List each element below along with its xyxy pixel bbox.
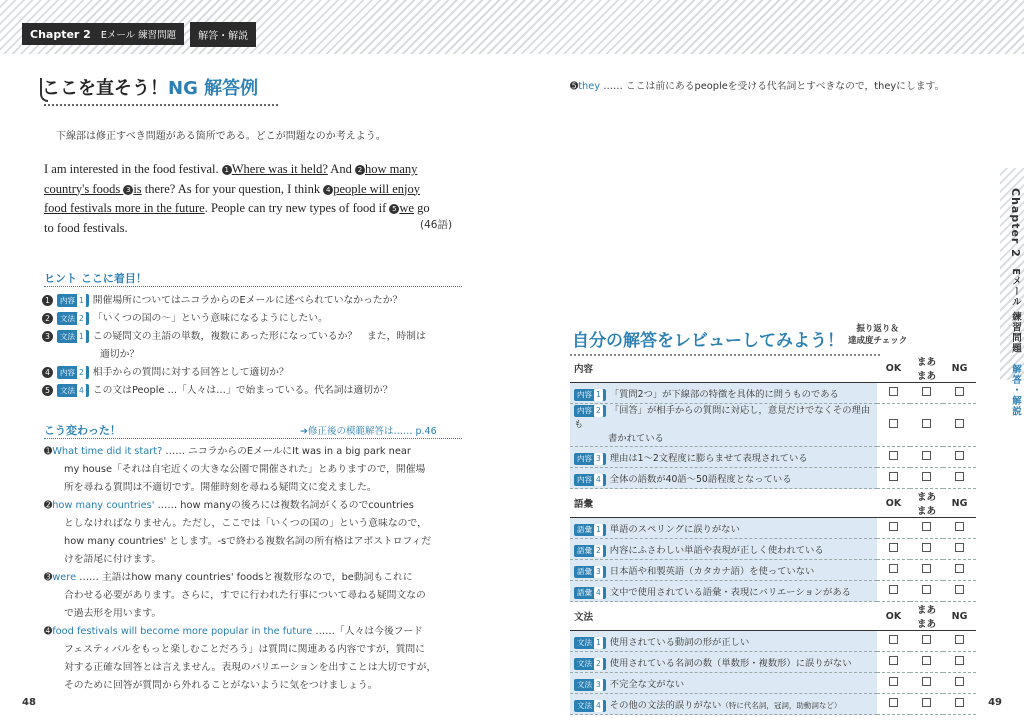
hint-title: ヒント ここに着目！ — [44, 272, 147, 285]
checkbox[interactable] — [889, 585, 898, 594]
hint-item — [42, 292, 462, 310]
badge-line-2: 達成度チェック — [848, 336, 908, 346]
checkbox[interactable] — [955, 522, 964, 531]
page-number-left: 48 — [22, 697, 36, 708]
item-tag: 内容 4 — [574, 474, 606, 486]
checkbox[interactable] — [922, 564, 931, 573]
marker-3: 3 — [123, 185, 133, 195]
section-title-ng — [42, 74, 258, 100]
checkbox[interactable] — [955, 635, 964, 644]
checkbox-cell — [910, 468, 943, 489]
change-line — [44, 605, 464, 623]
change-text: ……「人々は今後フード — [312, 626, 423, 637]
change-keyword: were — [52, 572, 77, 583]
checkbox-cell — [943, 383, 976, 404]
checkbox[interactable] — [922, 522, 931, 531]
passage-text: go — [413, 201, 430, 215]
hint-number: 2 — [42, 313, 53, 324]
review-row — [570, 468, 976, 489]
note-text: …… ここは前にあるpeopleを受ける代名詞とすべきなので，theyにします。 — [600, 81, 945, 92]
review-row — [570, 518, 976, 539]
hint-tag: 内容 1 — [57, 294, 89, 307]
change-line — [44, 479, 464, 497]
hint-number: 3 — [42, 331, 53, 342]
change-line — [44, 461, 464, 479]
review-item — [570, 652, 877, 673]
underline-2: how many — [364, 162, 418, 176]
side-text: Eメール 練習問題 — [1010, 268, 1021, 354]
column-header: まあまあ — [910, 489, 943, 518]
checkbox[interactable] — [955, 419, 964, 428]
checkbox[interactable] — [955, 472, 964, 481]
change-keyword: how many countries' — [52, 500, 155, 511]
item-tag: 語彙 2 — [574, 545, 606, 557]
item-note: （特に代名詞，冠詞，助動詞など） — [721, 700, 842, 710]
hint-item — [42, 310, 462, 328]
section-name: 文法 — [570, 602, 877, 631]
hint-tag-number: 4 — [79, 386, 84, 395]
item-tag: 内容 3 — [574, 453, 606, 465]
review-row — [570, 404, 976, 447]
item-text: 単語のスペリングに誤りがない — [609, 523, 740, 535]
checkbox-cell — [910, 652, 943, 673]
change-line — [44, 497, 464, 515]
hint-tag: 内容 2 — [57, 366, 89, 379]
review-item — [570, 468, 877, 489]
item-tag: 内容 2 — [574, 405, 606, 417]
change-line — [44, 443, 464, 461]
item-tag-number: 4 — [596, 474, 601, 484]
passage-text: And — [327, 162, 355, 176]
answer-tag: 解答・解説 — [190, 22, 256, 47]
chapter-label — [22, 23, 184, 45]
hint-text: 相手からの質問に対する回答として適切か？ — [92, 367, 289, 378]
review-row — [570, 383, 976, 404]
column-header: まあまあ — [910, 354, 943, 383]
review-item — [570, 539, 877, 560]
checkbox[interactable] — [922, 656, 931, 665]
change-line — [44, 533, 464, 551]
item-tag-number: 1 — [596, 524, 601, 534]
checkbox-cell — [877, 518, 910, 539]
review-item — [570, 383, 877, 404]
change-marker: ➊ — [44, 446, 53, 457]
checkbox-cell — [877, 404, 910, 447]
hint-number: 4 — [42, 367, 53, 378]
item-text: 全体の語数が40語～50語程度となっている — [609, 473, 792, 485]
checkbox[interactable] — [955, 543, 964, 552]
item-tag: 文法 1 — [574, 637, 606, 649]
change-line — [44, 659, 464, 677]
checkbox-cell — [877, 560, 910, 581]
checkbox-cell — [877, 447, 910, 468]
change-text: 所を尋ねる質問は不適切です。開催時刻を尋ねる疑問文に変えました。 — [64, 482, 377, 493]
item-text: その他の文法的誤りがない（特に代名詞，冠詞，助動詞など） — [609, 699, 842, 711]
passage-text: to food festivals. — [44, 220, 128, 235]
checkbox-cell — [877, 652, 910, 673]
review-row — [570, 694, 976, 715]
checkbox[interactable] — [922, 451, 931, 460]
passage-text: there? As for your question, I think — [141, 181, 324, 196]
hint-tag-number: 1 — [79, 332, 84, 341]
checkbox-cell — [877, 694, 910, 715]
change-marker: ➌ — [44, 572, 53, 583]
marker-1: 1 — [222, 165, 232, 175]
column-header: OK — [877, 489, 910, 518]
checkbox-cell — [877, 581, 910, 602]
hint-tag: 文法 2 — [57, 312, 89, 325]
change-keyword: food festivals will become more popular in the future — [52, 626, 313, 637]
item-tag-number: 1 — [596, 389, 601, 399]
change-title: こう変わった！ — [44, 424, 121, 437]
change-text: 対する正確な回答とは言えません。表現のバリエーションを出すことは大切ですが， — [64, 662, 437, 673]
column-header: OK — [877, 354, 910, 383]
checkbox[interactable] — [955, 564, 964, 573]
hint-tag: 文法 1 — [57, 330, 89, 343]
checkbox[interactable] — [955, 585, 964, 594]
item-tag: 語彙 3 — [574, 566, 606, 578]
checkbox[interactable] — [889, 656, 898, 665]
checkbox-cell — [910, 404, 943, 447]
marker-4: 4 — [323, 185, 333, 195]
review-row — [570, 539, 976, 560]
change-line — [44, 569, 464, 587]
underline-3: is — [133, 181, 142, 196]
hint-number: 1 — [42, 295, 53, 306]
underline-4: people will enjoy — [333, 181, 421, 196]
ng-passage — [44, 160, 454, 238]
checkbox-cell — [910, 694, 943, 715]
checkbox[interactable] — [889, 451, 898, 460]
checkbox-cell — [877, 673, 910, 694]
checkbox[interactable] — [889, 472, 898, 481]
note-keyword: they — [578, 81, 601, 92]
checkbox[interactable] — [889, 543, 898, 552]
item-text: 内容にふさわしい単語や表現が正しく使われている — [609, 544, 824, 556]
change-marker: ➍ — [44, 626, 53, 637]
checkbox[interactable] — [955, 656, 964, 665]
hint-tag: 文法 4 — [57, 384, 89, 397]
checkbox[interactable] — [922, 419, 931, 428]
checkbox[interactable] — [889, 522, 898, 531]
checkbox[interactable] — [889, 677, 898, 686]
checkbox[interactable] — [889, 387, 898, 396]
change-text: 合わせる必要があります。さらに，すでに行われた行事について尋ねる疑問文なの — [64, 590, 426, 601]
checkbox[interactable] — [922, 585, 931, 594]
hint-tag-number: 2 — [79, 314, 84, 323]
checkbox-cell — [943, 518, 976, 539]
checkbox-cell — [910, 631, 943, 652]
item-tag-number: 2 — [596, 545, 601, 555]
review-table — [570, 354, 976, 715]
item-text-cont: 書かれている — [608, 433, 664, 444]
passage-text: . People can try new types of food if — [204, 201, 390, 215]
change-text: …… 主語はhow many countries' foodsと複数形なので，be動詞もこれに — [76, 572, 413, 583]
checkbox-cell — [943, 581, 976, 602]
hint-item — [42, 346, 462, 364]
hint-text: 「いくつの国の～」という意味になるようにしたい。 — [92, 313, 328, 324]
item-tag: 文法 4 — [574, 700, 606, 712]
column-header: NG — [943, 602, 976, 631]
hint-tag-number: 1 — [79, 296, 84, 305]
side-index — [1002, 188, 1022, 417]
chapter-subtitle: Eメール 練習問題 — [100, 30, 177, 41]
review-row — [570, 631, 976, 652]
column-header: NG — [943, 489, 976, 518]
item-text: 使用されている動詞の形が正しい — [609, 636, 750, 648]
change-divider — [44, 438, 462, 439]
change-text: としなければなりません。ただし，ここでは「いくつの国の」という意味なので， — [64, 518, 427, 529]
checkbox[interactable] — [922, 472, 931, 481]
checkbox-cell — [877, 383, 910, 404]
checkbox-cell — [910, 518, 943, 539]
word-count: (46語) — [420, 219, 453, 231]
checkbox-cell — [943, 652, 976, 673]
review-title: 自分の解答をレビューしてみよう！ — [572, 331, 844, 351]
review-item — [570, 560, 877, 581]
hint-item — [42, 364, 462, 382]
review-section-header — [570, 489, 976, 518]
hint-number: 5 — [42, 385, 53, 396]
checkbox[interactable] — [889, 564, 898, 573]
change-text: そのために回答が質問から外れることがないように気をつけましょう。 — [64, 680, 378, 691]
change-keyword: What time did it start? — [52, 446, 163, 457]
badge-line-1: 振り返り＆ — [856, 324, 899, 334]
title-main: ここを直そう！ — [42, 78, 168, 99]
item-text: 「質問2つ」が下線部の特徴を具体的に問うものである — [609, 388, 839, 400]
review-item — [570, 694, 877, 715]
hint-text: この疑問文の主語の単数，複数にあった形になっているか？ また，時制は — [92, 331, 426, 342]
change-text: my house「それは自宅近くの大きな公園で開催された」とありますので，開催場 — [64, 464, 426, 475]
review-row — [570, 447, 976, 468]
checkbox-cell — [910, 560, 943, 581]
change-text: けを語尾に付けます。 — [64, 554, 162, 565]
item-tag-number: 3 — [596, 679, 601, 689]
title-underline — [44, 104, 278, 106]
checkbox[interactable] — [955, 698, 964, 707]
checkbox-cell — [910, 673, 943, 694]
checkbox-cell — [943, 560, 976, 581]
title-ng: NG 解答例 — [168, 78, 259, 99]
hint-divider — [44, 286, 462, 287]
change-marker: ➋ — [44, 500, 53, 511]
chapter-number: Chapter 2 — [30, 27, 91, 41]
checkbox-cell — [910, 539, 943, 560]
item-text: 「回答」が相手からの質問に対応し，意見だけでなくその理由も — [574, 405, 871, 430]
intro-text: 下線部は修正すべき問題がある箇所である。どこが問題なのか考えよう。 — [56, 131, 386, 142]
marker-5: 5 — [389, 204, 399, 214]
review-row — [570, 652, 976, 673]
checkbox[interactable] — [922, 677, 931, 686]
underline-5: we — [399, 201, 414, 215]
checkbox-cell — [943, 673, 976, 694]
checkbox[interactable] — [889, 419, 898, 428]
checkbox[interactable] — [889, 698, 898, 707]
section-name: 内容 — [570, 354, 877, 383]
checkbox-cell — [943, 631, 976, 652]
change-text: …… ニコラからのEメールにIt was in a big park near — [162, 446, 411, 457]
underline-2b: country's foods — [44, 181, 124, 196]
change-text: …… how manyの後ろには複数名詞がくるのでcountries — [154, 500, 414, 511]
marker-2: 2 — [355, 165, 365, 175]
hint-text: この文はPeople ...「人々は…」で始まっている。代名詞は適切か？ — [92, 385, 393, 396]
checkbox[interactable] — [955, 677, 964, 686]
hint-tag-number: 2 — [79, 368, 84, 377]
change-text: how many countries' とします。-sで終わる複数名詞の所有格はアポストロフィだ — [64, 536, 432, 547]
hint-item — [42, 382, 462, 400]
item-tag: 語彙 4 — [574, 587, 606, 599]
item-tag-number: 2 — [596, 406, 601, 415]
change-text: で過去形を用います。 — [64, 608, 162, 619]
item-text: 使用されている名詞の数（単数形・複数形）に誤りがない — [609, 657, 852, 669]
checkbox[interactable] — [889, 635, 898, 644]
change-text: フェスティバルをもっと楽しむことだろう」は質問に関連ある内容ですが，質問に — [64, 644, 426, 655]
item-tag-number: 4 — [596, 700, 601, 710]
item-text: 理由は1～2文程度に膨らませて表現されている — [609, 452, 808, 464]
hint-list — [42, 292, 462, 400]
change-line — [44, 677, 464, 695]
column-header: NG — [943, 354, 976, 383]
change-line — [44, 551, 464, 569]
checkbox[interactable] — [922, 543, 931, 552]
review-item — [570, 404, 877, 447]
checkbox-cell — [943, 447, 976, 468]
item-text: 文中で使用されている語彙・表現にバリエーションがある — [609, 586, 851, 598]
hint-item — [42, 328, 462, 346]
checkbox-cell — [943, 404, 976, 447]
item-tag: 内容 1 — [574, 389, 606, 401]
checkbox-cell — [943, 468, 976, 489]
chapter-header — [22, 22, 256, 46]
side-answer: 解答・解説 — [1010, 364, 1021, 417]
hint-text: 適切か？ — [100, 349, 140, 360]
change-line — [44, 587, 464, 605]
passage-text: I am interested in the food festival. — [44, 162, 219, 176]
item-tag-number: 4 — [596, 587, 601, 597]
item-tag-number: 3 — [596, 566, 601, 576]
checkbox[interactable] — [922, 387, 931, 396]
review-row — [570, 581, 976, 602]
checkbox-cell — [877, 468, 910, 489]
item-tag: 文法 3 — [574, 679, 606, 691]
checkbox[interactable] — [922, 698, 931, 707]
checkbox-cell — [877, 539, 910, 560]
underline-4b: food festivals more in the future — [44, 201, 205, 215]
checkbox[interactable] — [955, 451, 964, 460]
change-line — [44, 641, 464, 659]
column-header: OK — [877, 602, 910, 631]
note-5 — [570, 78, 944, 92]
item-tag-number: 2 — [596, 658, 601, 668]
change-list — [44, 443, 464, 695]
item-tag-number: 3 — [596, 453, 601, 463]
review-item — [570, 673, 877, 694]
hint-text: 開催場所についてはニコラからのEメールに述べられていなかったか？ — [92, 295, 403, 306]
review-item — [570, 581, 877, 602]
review-item — [570, 447, 877, 468]
checkbox[interactable] — [955, 387, 964, 396]
checkbox-cell — [943, 539, 976, 560]
checkbox-cell — [877, 631, 910, 652]
checkbox-cell — [943, 694, 976, 715]
model-answer-ref: ➔修正後の模範解答は…… p.46 — [300, 426, 437, 437]
review-row — [570, 673, 976, 694]
review-section-header — [570, 354, 976, 383]
change-line — [44, 623, 464, 641]
column-header: まあまあ — [910, 602, 943, 631]
checkbox-cell — [910, 581, 943, 602]
item-tag: 語彙 1 — [574, 524, 606, 536]
item-text: 不完全な文がない — [609, 678, 685, 690]
checkbox[interactable] — [922, 635, 931, 644]
note-marker: ➎ — [570, 81, 579, 92]
review-badge — [848, 323, 907, 347]
checkbox-cell — [910, 447, 943, 468]
item-text: 日本語や和製英語（カタカナ語）を使っていない — [609, 565, 815, 577]
review-item — [570, 518, 877, 539]
item-tag: 文法 2 — [574, 658, 606, 670]
review-item — [570, 631, 877, 652]
side-chapter: Chapter 2 — [1009, 188, 1022, 258]
review-section-header — [570, 602, 976, 631]
section-name: 語彙 — [570, 489, 877, 518]
underline-1: Where was it held? — [231, 162, 328, 176]
review-row — [570, 560, 976, 581]
page-number-right: 49 — [988, 697, 1002, 708]
item-tag-number: 1 — [596, 637, 601, 647]
checkbox-cell — [910, 383, 943, 404]
change-line — [44, 515, 464, 533]
